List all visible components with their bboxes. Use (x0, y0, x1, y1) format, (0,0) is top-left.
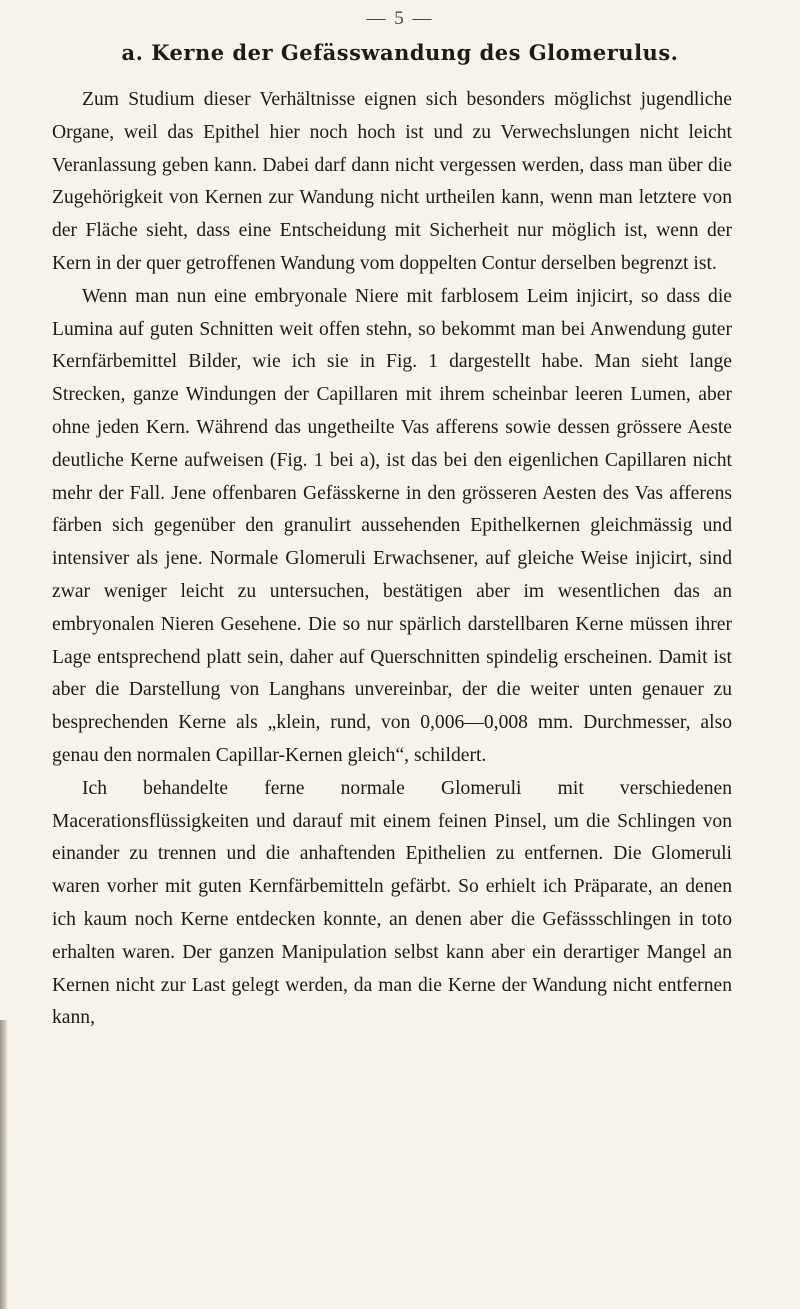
page-number: — 5 — (366, 8, 434, 29)
page-edge-shadow (0, 1020, 8, 1309)
text-body (52, 84, 732, 1304)
section-title: a. Kerne der Gefässwandung des Glomerulus. (121, 40, 679, 65)
paragraph-2: Wenn man nun eine embryonale Niere mit farblosem Leim injicirt, so dass die Lumina auf guten Schnitten weit offen stehn, so bekommt man bei Anwendung guter Kernfärbemittel Bilder, wie ich sie in Fig. 1 dargestellt habe. Man sieht lange Strecken, ganze Windungen der Capillaren mit ihrem scheinbar leeren Lumen, aber ohne jeden Kern. Während das ungetheilte Vas afferens sowie dessen grössere Aeste deutliche Kerne aufweisen (Fig. 1 bei a), ist das bei den eigenlichen Capillaren nicht mehr der Fall. Jene offenbaren Gefässkerne in den grösseren Aesten des Vas afferens färben sich gegenüber den granulirt aussehenden Epithelkernen gleichmässig und intensiver als jene. Normale Glomeruli Erwachsener, auf gleiche Weise injicirt, sind zwar weniger leicht zu untersuchen, bestätigen aber im wesentlichen das an embryonalen Nieren Gesehene. Die so nur spärlich darstellbaren Kerne müssen ihrer Lage entsprechend platt sein, daher auf Querschnitten spindelig erscheinen. Damit ist aber die Darstellung von Langhans unvereinbar, der die weiter unten genauer zu besprechenden Kerne als „klein, rund, von 0,006—0,008 mm. Durchmesser, also genau den normalen Capillar-Kernen gleich“, schildert. (52, 285, 732, 766)
paragraph-1: Zum Studium dieser Verhältnisse eignen sich besonders möglichst jugendliche Organe, weil das Epithel hier noch hoch ist und zu Verwechslungen nicht leicht Veranlassung geben kann. Dabei darf dann nicht vergessen werden, dass man über die Zugehörigkeit von Kernen zur Wandung nicht urtheilen kann, wenn man letztere von der Fläche sieht, dass eine Entscheidung mit Sicherheit nur möglich ist, wenn der Kern in der quer getroffenen Wandung vom doppelten Contur derselben begrenzt ist. (52, 89, 732, 274)
paragraph-3: Ich behandelte ferne normale Glomeruli mit verschiedenen Macerationsflüssigkeiten und darauf mit einem feinen Pinsel, um die Schlingen von einander zu trennen und die anhaftenden Epithelien zu entfernen. Die Glomeruli waren vorher mit guten Kernfärbemitteln gefärbt. So erhielt ich Präparate, an denen ich kaum noch Kerne entdecken konnte, an denen aber die Gefässschlingen in toto erhalten waren. Der ganzen Manipulation selbst kann aber ein derartiger Mangel an Kernen nicht zur Last gelegt werden, da man die Kerne der Wandung nicht entfernen kann, (52, 777, 732, 1029)
